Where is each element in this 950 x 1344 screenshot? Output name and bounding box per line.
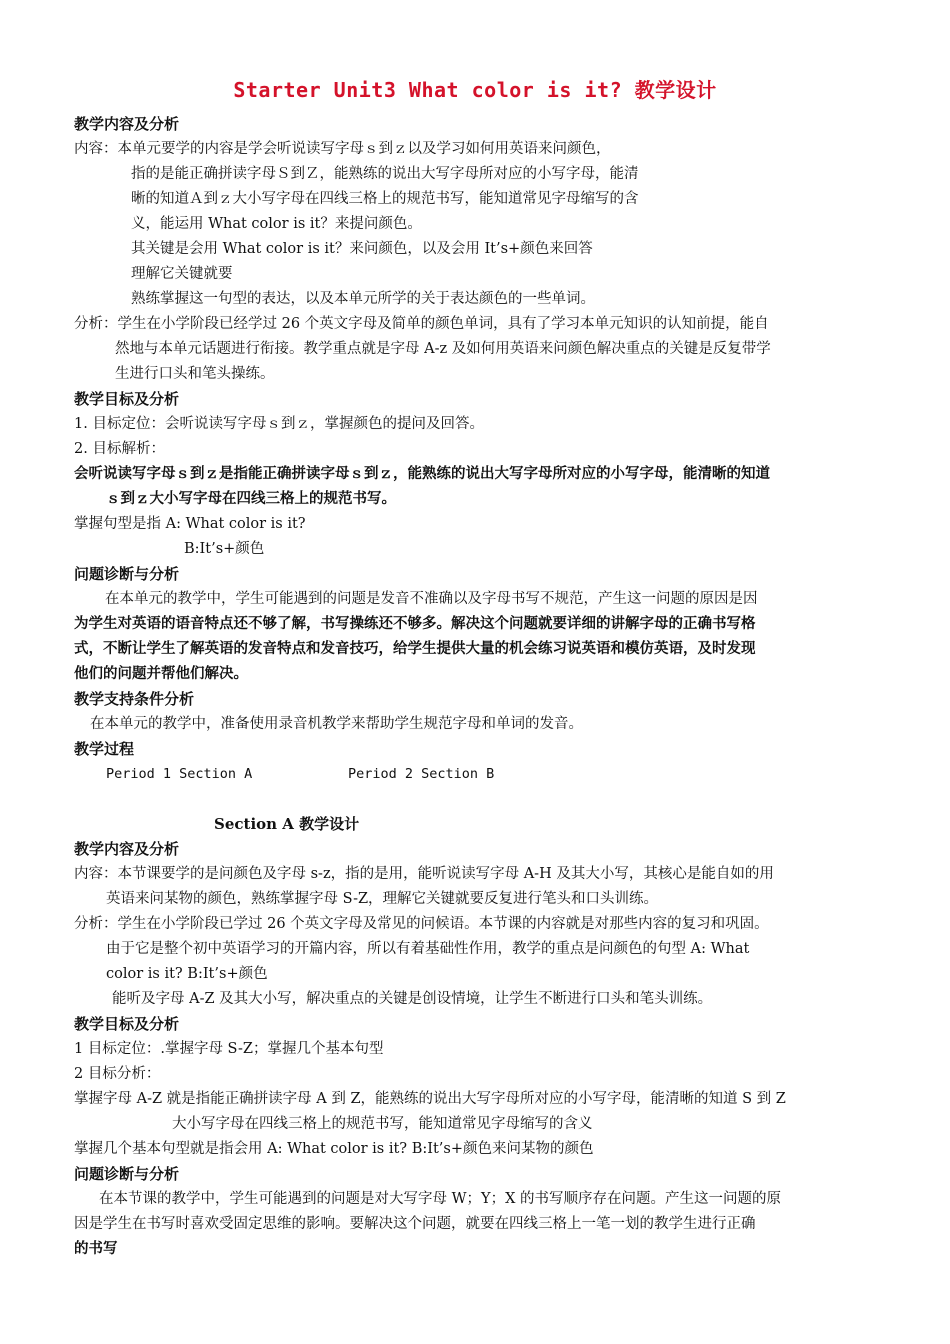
section-goal-2: 2 目标分析： [74, 1066, 161, 1082]
section-analysis-line-1: 分析：学生在小学阶段已学过 26 个英文字母及常见的问候语。本节课的内容就是对那些内容的复习和巩固。 [74, 916, 769, 932]
section-analysis-line-4: 能听及字母 A-Z 及其大小写，解决重点的关键是创设情境，让学生不断进行口头和笔头训练。 [112, 991, 713, 1007]
unit-analysis-line-2: 然地与本单元话题进行衔接。教学重点就是字母 A-z 及如何用英语来问颜色解决重点的关键是反复带学 [115, 341, 771, 357]
heading-unit-goals: 教学目标及分析 [74, 390, 180, 408]
heading-unit-support: 教学支持条件分析 [74, 690, 195, 708]
unit-diagnosis-line-4: 他们的问题并帮他们解决。 [74, 665, 248, 682]
unit-diagnosis-line-3: 式，不断让学生了解英语的发音特点和发音技巧，给学生提供大量的机会练习说英语和模仿英语，及时发现 [74, 640, 756, 657]
heading-section-content: 教学内容及分析 [74, 840, 180, 858]
heading-section-diagnosis: 问题诊断与分析 [74, 1165, 180, 1183]
unit-goal-pattern-2: B:It’s+颜色 [184, 541, 265, 557]
document-title: Starter Unit3 What color is it? 教学设计 [233, 78, 717, 102]
section-diagnosis-line-1: 在本节课的教学中，学生可能遇到的问题是对大写字母 W；Y；X 的书写顺序存在问题。产生这一问题的原 [99, 1191, 782, 1207]
unit-diagnosis-line-1: 在本单元的教学中，学生可能遇到的问题是发音不准确以及字母书写不规范，产生这一问题的原因是因 [105, 591, 758, 607]
unit-goal-detail-2: ｓ到ｚ大小写字母在四线三格上的规范书写。 [106, 490, 396, 507]
heading-section-goals: 教学目标及分析 [74, 1015, 180, 1033]
section-diagnosis-line-2: 因是学生在书写时喜欢受固定思维的影响。要解决这个问题，就要在四线三格上一笔一划的教学生进行正确 [74, 1216, 756, 1232]
unit-content-line-1: 内容：本单元要学的内容是学会听说读写字母ｓ到ｚ以及学习如何用英语来问颜色， [74, 141, 611, 157]
unit-goal-detail-1: 会听说读写字母ｓ到ｚ是指能正确拼读字母ｓ到ｚ，能熟练的说出大写字母所对应的小写字母，能清晰的知道 [74, 465, 770, 482]
heading-unit-process: 教学过程 [74, 740, 135, 758]
section-goal-detail-2: 大小写字母在四线三格上的规范书写，能知道常见字母缩写的含义 [172, 1116, 593, 1132]
unit-content-line-3: 晰的知道Ａ到ｚ大小写字母在四线三格上的规范书写，能知道常见字母缩写的含 [131, 191, 639, 207]
period-1-label: Period 1 Section A [106, 766, 253, 782]
unit-analysis-line-1: 分析：学生在小学阶段已经学过 26 个英文字母及简单的颜色单词，具有了学习本单元知识的认知前提，能自 [74, 316, 769, 332]
section-analysis-line-2: 由于它是整个初中英语学习的开篇内容，所以有着基础性作用，教学的重点是问颜色的句型 A: What [106, 941, 750, 957]
unit-goal-2: 2. 目标解析： [74, 441, 165, 457]
section-goal-1: 1 目标定位：.掌握字母 S-Z；掌握几个基本句型 [74, 1041, 384, 1057]
section-goal-pattern: 掌握几个基本句型就是指会用 A: What color is it? B:It’s+颜色来问某物的颜色 [74, 1141, 594, 1157]
period-2-label: Period 2 Section B [348, 766, 495, 782]
unit-goal-1: 1. 目标定位：会听说读写字母ｓ到ｚ，掌握颜色的提问及回答。 [74, 416, 484, 432]
unit-content-line-4: 义，能运用 What color is it？来提问颜色。 [131, 216, 422, 232]
unit-support-line-1: 在本单元的教学中，准备使用录音机教学来帮助学生规范字母和单词的发音。 [90, 716, 583, 732]
section-diagnosis-line-3: 的书写 [74, 1240, 118, 1257]
unit-content-line-6: 理解它关键就要 [131, 266, 233, 282]
unit-goal-pattern-1: 掌握句型是指 A: What color is it? [74, 516, 306, 532]
heading-unit-content: 教学内容及分析 [74, 115, 180, 133]
section-content-line-2: 英语来问某物的颜色，熟练掌握字母 S-Z，理解它关键就要反复进行笔头和口头训练。 [106, 891, 659, 907]
section-analysis-line-3: color is it? B:It’s+颜色 [106, 966, 268, 982]
unit-content-line-5: 其关键是会用 What color is it？来问颜色，以及会用 It’s+颜色来回答 [131, 241, 593, 257]
section-goal-detail-1: 掌握字母 A-Z 就是指能正确拼读字母 A 到 Z，能熟练的说出大写字母所对应的小写字母，能清晰的知道 S 到 Z [74, 1091, 786, 1107]
unit-analysis-line-3: 生进行口头和笔头操练。 [115, 366, 275, 382]
section-content-line-1: 内容：本节课要学的是问颜色及字母 s-z，指的是用，能听说读写字母 A-H 及其大小写，其核心是能自如的用 [74, 866, 774, 882]
heading-unit-diagnosis: 问题诊断与分析 [74, 565, 180, 583]
section-a-title: Section A 教学设计 [214, 815, 360, 833]
unit-diagnosis-line-2: 为学生对英语的语音特点还不够了解，书写操练还不够多。解决这个问题就要详细的讲解字母的正确书写格 [74, 615, 756, 632]
unit-content-line-2: 指的是能正确拼读字母Ｓ到Ｚ，能熟练的说出大写字母所对应的小写字母，能清 [131, 166, 639, 182]
unit-content-line-7: 熟练掌握这一句型的表达，以及本单元所学的关于表达颜色的一些单词。 [131, 291, 595, 307]
